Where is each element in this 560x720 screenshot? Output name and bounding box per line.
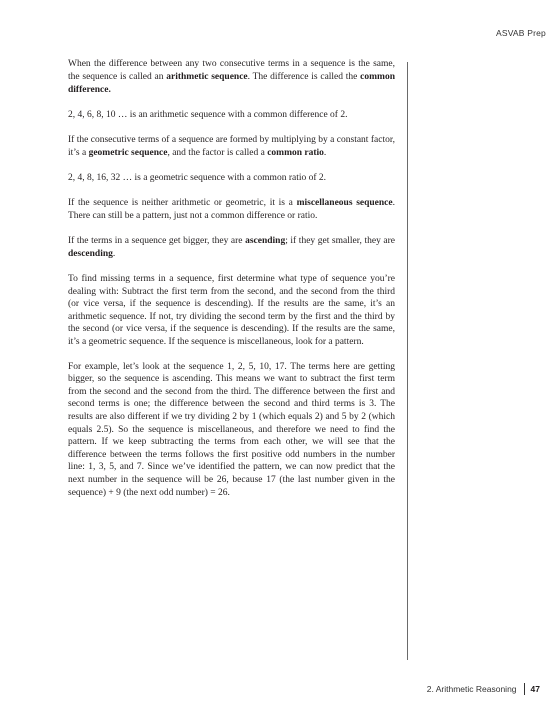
paragraph-miscellaneous-definition — [68, 197, 395, 223]
paragraph-geometric-example: 2, 4, 8, 16, 32 … is a geometric sequence with a common ratio of 2. — [68, 173, 327, 183]
column-divider — [407, 62, 408, 660]
term-geometric-sequence: geometric sequence — [88, 148, 168, 158]
paragraph-arithmetic-definition — [68, 58, 395, 97]
text-run: . There can still be a pattern, just not a common difference or ratio. — [68, 198, 395, 221]
page-footer — [427, 683, 540, 695]
term-ascending: ascending — [245, 236, 286, 246]
paragraph-geometric-definition — [68, 134, 395, 160]
paragraph-finding-missing-terms: To find missing terms in a sequence, first determine what type of sequence you’re dealing with: Subtract the first term from the second, and the second from the third (or vice versa, if the sequence is descending). If the results are the same, it’s an arithmetic sequence. If not, try dividing the second term by the first and the third by the second (or vice versa, if the sequence is descending). If the results are the same, it’s a geometric sequence. If the sequence is miscellaneous, look for a pattern. — [68, 274, 395, 347]
footer-separator — [524, 683, 525, 695]
text-run: ; if they get smaller, they are — [285, 236, 395, 246]
text-run: If the consecutive terms of a sequence are formed by multiplying by a constant factor, it’s a — [68, 135, 395, 158]
term-descending: descending — [68, 249, 113, 259]
running-header: ASVAB Prep — [495, 28, 546, 38]
body-text — [68, 58, 395, 511]
text-run: When the difference between any two consecutive terms in a sequence is the same, the sequence is called an — [68, 59, 395, 82]
text-run: If the sequence is neither arithmetic or geometric, it is a — [68, 198, 297, 208]
text-run: . The difference is called the — [247, 72, 361, 82]
page-number: 47 — [530, 684, 540, 694]
paragraph-worked-example: For example, let’s look at the sequence 1, 2, 5, 10, 17. The terms here are getting bigger, so the sequence is ascending. This means we want to subtract the first term from the second and the second from the third. The difference between the first and second terms is one; the difference between the second and third terms is 3. The results are also different if we try dividing 2 by 1 (which equals 2) and 5 by 2 (which equals 2.5). So the sequence is miscellaneous, and therefore we need to find the pattern. If we keep subtracting the terms from each other, we will see that the difference between the terms follows the first positive odd numbers in the number line: 1, 3, 5, and 7. Since we’ve identified the pattern, we can now predict that the next number in the sequence will be 26, because 17 (the last number given in the sequence) + 9 (the next odd number) = 26. — [68, 361, 395, 498]
term-common-ratio: common ratio — [267, 148, 324, 158]
paragraph-arithmetic-example: 2, 4, 6, 8, 10 … is an arithmetic sequence with a common difference of 2. — [68, 110, 348, 120]
term-arithmetic-sequence: arithmetic sequence — [166, 72, 248, 82]
text-run: . — [323, 148, 327, 158]
text-run: If the terms in a sequence get bigger, they are — [68, 236, 246, 246]
paragraph-ascending-descending — [68, 235, 395, 261]
term-common-difference: common difference. — [68, 72, 395, 95]
text-run: , and the factor is called a — [167, 148, 268, 158]
term-miscellaneous-sequence: miscellaneous sequence — [296, 198, 393, 208]
chapter-label: 2. Arithmetic Reasoning — [426, 684, 517, 694]
text-run: . — [112, 249, 116, 259]
